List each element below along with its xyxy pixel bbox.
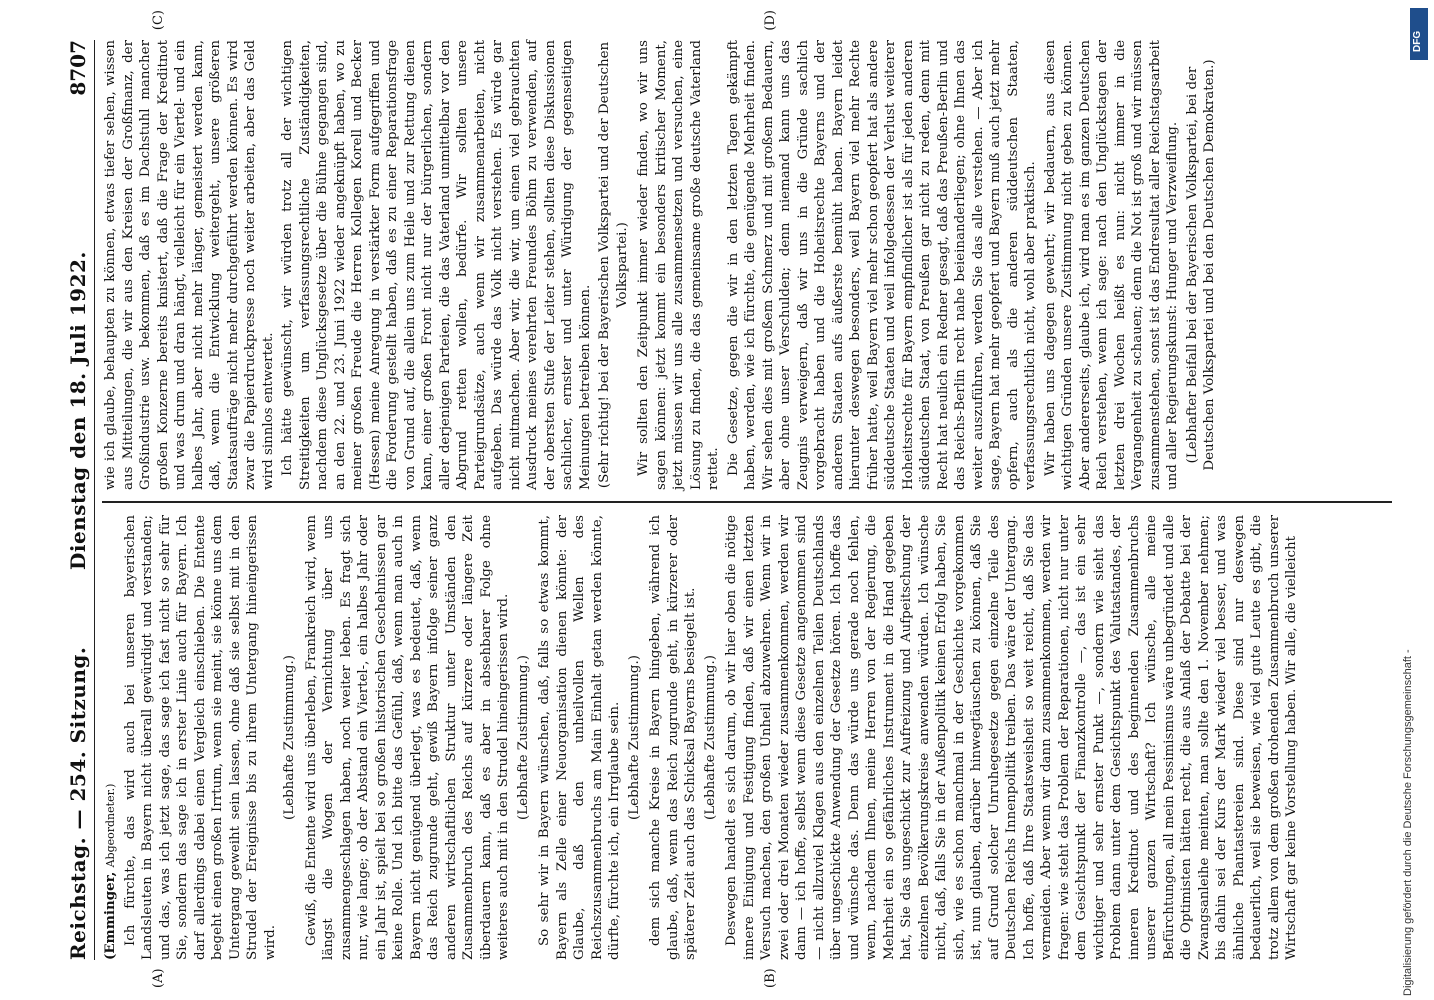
paragraph: Deswegen handelt es sich darum, ob wir hier oben die nötige innere Einigung und Festigung finden, daß wir einen letzten Versuch machen, den großen Unheil abzuwehren. Wenn wir in zwei oder drei Monaten wieder zusammenkommen, werden wir dann — ich hoffe, selbst wenn diese Gesetze angenommen sind — nicht allzuviel Klagen aus den einzelnen Teilen Deutschlands über ungeschickte Anwendung der Gesetze hören. Ich hoffe das und wünsche das. Denn das würde uns gerade noch fehlen, wenn, nachdem Ihnen, meine Herren von der Regierung, die Mehrheit ein so gefährliches Instrument in die Hand gegeben hat, Sie das ungeschickt zur Aufreizung und Aufpeitschung der einzelnen Bevölkerungskreise anwenden würden. Ich wünsche nicht, daß, falls Sie in der Außenpolitik keinen Erfolg haben, Sie sich, wie es schon manchmal in der Geschichte vorgekommen ist, nun glauben, darüber hinwegtäuschen zu können, daß Sie auf Grund solcher Unruhegesetze gegen einzelne Teile des Deutschen Reichs Innenpolitik treiben. Das wäre der Untergang. Ich hoffe, daß Ihre Staatsweisheit so weit reicht, daß Sie das vermeiden. Aber wenn wir dann zusammenkommen, werden wir fragen: wie steht das Problem der Reparationen, nicht nur unter dem Gesichtspunkt der Finanzkontrolle —, das ist ein sehr wichtiger und sehr ernster Punkt —, sondern wie sieht das Problem dann unter dem Gesichtspunkt des Valutastandes, der inneren Kreditnot und des beginnenden Zusammenbruchs unserer ganzen Wirtschaft? Ich wünsche, alle meine Befürchtungen, all mein Pessimismus wäre unbegründet und alle die Optimisten hätten recht, die aus Anlaß der Debatte bei der Zwangsanleihe meinten, man sollte den 1. November nehmen; bis dahin sei der Kurs der Mark wieder viel besser, und was ähnliche Phantastereien sind. Diese sind nur deswegen bedauerlich, weil sie beweisen, wie viel gute Leute es gibt, die trotz allem von dem großen drohenden Zusammenbruch unserer Wirtschaft gar keine Vorstellung haben. Wir alle, die vielleicht: [724, 515, 1299, 960]
margin-marker-b: (B): [763, 968, 778, 988]
paragraph: dem sich manche Kreise in Bayern hingeben, während ich glaube, daß, wenn das Reich zugrunde geht, in kürzerer oder späterer Zeit auch das Schicksal Bayerns besiegelt ist.: [648, 515, 698, 960]
page-number: 8707: [66, 40, 90, 96]
right-column: [102, 10, 1392, 490]
page-header: [60, 40, 95, 960]
margin-marker-a: (A): [151, 968, 166, 988]
header-date: Dienstag den 18. Juli 1922.: [66, 251, 90, 570]
header-session-title: Reichstag. — 254. Sitzung.: [66, 646, 90, 960]
applause-note: (Lebhafte Zustimmung.): [626, 655, 642, 820]
margin-marker-c: (C): [151, 10, 166, 31]
paragraph: Ich fürchte, das wird auch bei unseren bayerischen Landsleuten in Bayern nicht überall gewürdigt und verstanden; und das, was ich jetzt sage, das sage ich fast nicht so sehr für Sie, sondern das sage ich in erster Linie auch für Bayern. Ich darf allerdings dabei einen Vergleich einschieben. Die Entente begeht einen großen Irrtum, wenn sie meint, sie könne uns dem Untergang geweiht sein lassen, ohne daß sie selbst mit in den Strudel der Ereignisse bis zu ihrem Untergang hineingerissen wird.: [122, 515, 278, 960]
dfg-funding-note: Digitalisierung gefördert durch die Deutsche Forschungsgemeinschaft -: [1402, 649, 1414, 996]
dfg-logo-badge: DFG: [1410, 8, 1428, 60]
paragraph: Wir sollten den Zeitpunkt immer wieder finden, wo wir uns sagen können: jetzt kommt ein besonders kritischer Moment, jetzt müssen wir uns alle zusammensetzen und versuchen, eine Lösung zu finden, die das gemeinsame große deutsche Vaterland rettet.: [636, 40, 721, 490]
digitization-sidebar: [1400, 0, 1434, 1000]
applause-note: (Lebhafte Zustimmung.): [702, 655, 718, 820]
applause-note: (Lebhafter Beifall bei der Bayerischen Volkspartei, bei der Deutschen Volkspartei und bei den Deutschen Demokraten.): [1184, 59, 1217, 471]
left-column: [102, 515, 1392, 988]
applause-note: (Lebhafte Zustimmung.): [515, 655, 531, 820]
paragraph: Die Gesetze, gegen die wir in den letzten Tagen gekämpft haben, werden, wie ich fürchte, die genügende Mehrheit finden. Wir sehen dies mit großem Schmerz und mit großem Bedauern, aber ohne unser Verschulden; denn niemand kann uns das Zeugnis verweigern, daß wir uns in die Gründe sachlich vorgebracht haben und die Hoheitsrechte Bayerns und der anderen Staaten aufs äußerste bemüht haben. Bayern leidet hierunter deswegen besonders, weil Bayern viel mehr Rechte früher hatte, weil Bayern viel mehr schon geopfert hat als andere süddeutsche Staaten und weil infolgedessen der Verlust weiterer Hoheitsrechte für Bayern empfindlicher ist als für jeden anderen süddeutschen Staat, von Preußen gar nicht zu reden, denn mit Recht hat neulich ein Redner gesagt, daß das Preußen-Berlin und das Reichs-Berlin recht nahe beieinanderliegen; ohne Ihnen das weiter auszuführen, werden Sie das alle verstehen. — Aber ich sage, Bayern hat mehr geopfert und Bayern muß auch jetzt mehr opfern, auch als die anderen süddeutschen Staaten, verfassungsrechtlich nicht, wohl aber praktisch.: [725, 40, 1038, 490]
applause-note: (Sehr richtig! bei der Bayerischen Volkspartei und der Deutschen Volkspartei.): [597, 41, 630, 489]
column-divider: [102, 502, 1392, 504]
paragraph: Ich hätte gewünscht, wir würden trotz all der wichtigen Streitigkeiten um verfassungsrechtliche Zuständigkeiten, nachdem diese Unglücksgesetze über die Bühne gegangen sind, an den 22. und 23. Juni 1922 wieder angeknüpft haben, wo zu meiner großen Freude die Herren Kollegen Korell und Becker (Hessen) meine Anregung in verstärkter Form aufgegriffen und die Forderung gestellt haben, daß es zu einer Reparationsfrage von Grund auf, die allein uns zum Heile und zur Rettung dienen kann, einer großen Front nicht nur der bürgerlichen, sondern aller derjenigen Parteien, die das Vaterland unmittelbar vor den Abgrund retten wollen, bedürfe. Wir sollten unsere Parteigrundsätze, auch wenn wir zusammenarbeiten, nicht aufgeben. Das würde das Volk nicht verstehen. Es würde gar nicht mitmachen. Aber wir, die wir, um einen viel gebrauchten Ausdruck meines verehrten Freundes Böhm zu verwenden, auf der obersten Stufe der Leiter stehen, sollten diese Diskussionen sachlicher, ernster und unter Würdigung der gegenseitigen Meinungen betreiben können.: [280, 40, 593, 490]
applause-note: (Lebhafte Zustimmung.): [282, 655, 297, 820]
margin-marker-d: (D): [763, 10, 778, 31]
paragraph: So sehr wir in Bayern wünschen, daß, falls so etwas kommt, Bayern als Zelle einer Neuorganisation dienen könnte: der Glaube, daß den unheilvollen Wellen des Reichszusammenbruchs am Main Einhalt getan werden könnte, dürfte, fürchte ich, ein Irrglaube sein.: [537, 515, 622, 960]
paragraph: Gewiß, die Entente wird uns überleben, Frankreich wird, wenn längst die Wogen der Vernichtung über uns zusammengeschlagen haben, noch weiter leben. Es fragt sich nur, wie lange; ob der Abstand ein Viertel-, ein halbes Jahr oder ein Jahr ist, spielt bei so großen historischen Geschehnissen gar keine Rolle. Und ich bitte das Gefühl, daß, wenn man auch in Bayern nicht genügend überlegt, was es bedeutet, daß, wenn das Reich zugrunde geht, gewiß Bayern infolge seiner ganz anderen wirtschaftlichen Struktur unter Umständen den Zusammenbruch des Reichs auf kürzere oder längere Zeit überdauern kann, daß es aber in absehbarer Folge ohne weiteres auch mit in den Strudel hineingerissen wird.: [303, 515, 511, 960]
speaker-role: Abgeordneter.): [104, 783, 117, 868]
speaker-name: (Emminger,: [102, 871, 118, 960]
paragraph: wie ich glaube, behaupten zu können, etwas tiefer sehen, wissen aus Mitteilungen, die wir aus den Kreisen der Großfinanz, der Großindustrie usw. bekommen, daß es im Dachstuhl mancher großen Konzerne bereits knistert, daß die Frage der Kreditnot und was drum und dran hängt, vielleicht für ein Viertel- und ein halbes Jahr, aber nicht mehr länger, gemeistert werden kann, daß, wenn die Entwicklung weitergeht, unsere größeren Staatsaufträge nicht mehr durchgeführt werden können. Es wird zwar die Papierdruckpresse noch weiter arbeiten, aber das Geld wird sinnlos entwertet.: [103, 40, 276, 490]
paragraph: Wir haben uns dagegen gewehrt; wir bedauern, aus diesen wichtigen Gründen unsere Zustimmung nicht geben zu können. Aber andererseits, glaube ich, wird man es im ganzen Deutschen Reich verstehen, wenn ich sage: nach den Unglückstagen der letzten drei Wochen heißt es nun: nicht immer in die Vergangenheit zu schauen; denn die Not ist groß und wir müssen zusammenstehen, sonst ist das Endresultat aller Reichstagsarbeit und aller Regierungskunst: Hunger und Verzweiflung.: [1042, 40, 1180, 490]
